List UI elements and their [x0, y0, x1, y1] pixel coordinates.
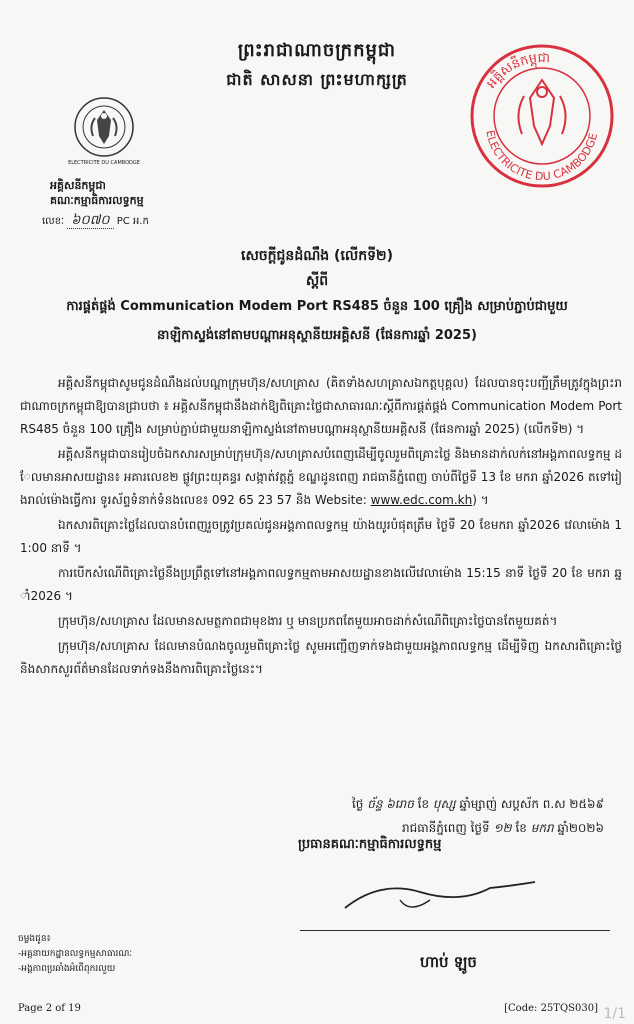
solar-year: ឆ្នាំ២០២៦ — [557, 821, 604, 835]
website-link[interactable]: www.edc.com.kh — [370, 493, 473, 507]
signatory-title: ប្រធានគណៈកម្មាធិការលទ្ធកម្ម — [298, 837, 442, 852]
cc-item-2: -អង្គភាពប្រឆាំងអំពើពុករលួយ — [18, 964, 116, 974]
cc-item-1: -អគ្គនាយកដ្ឋានលទ្ធកម្មសាធារណៈ — [18, 949, 133, 959]
kingdom-motto: ជាតិ សាសនា ព្រះមហាក្សត្រ — [226, 70, 408, 89]
notice-subject-line1: ការផ្គត់ផ្គង់ Communication Modem Port RS485 ចំនួន 100 គ្រឿង សម្រាប់ភ្ជាប់ជាមួយ — [66, 299, 568, 314]
solar-month-label: ខែ — [515, 821, 527, 835]
ref-suffix: PC អ.ក — [116, 216, 149, 227]
lunar-date — [352, 792, 604, 816]
notice-body — [20, 372, 622, 683]
svg-text:ELECTRICITE DU CAMBODGE — [483, 129, 600, 183]
solar-month: មករា — [530, 821, 554, 835]
lunar-month-label: ខែ — [417, 797, 430, 811]
document-code: [Code: 25TQS030] — [504, 1003, 598, 1014]
issuer-block — [50, 178, 144, 208]
viewer-page-counter: 1/1 — [603, 1006, 626, 1022]
page-indicator: Page 2 of 19 — [18, 1003, 81, 1014]
notice-subject-line2: នាឡិកាស្ទង់នៅតាមបណ្តាអនុស្ថានីយអគ្គិសនី (ផែនការឆ្នាំ 2025) — [157, 328, 477, 343]
stamp-text: ELECTRICITE DU CAMBODGE — [483, 129, 601, 184]
lunar-rest: ឆ្នាំម្សាញ់ សប្តស័ក ព.ស ២៥៦៩ — [459, 797, 604, 811]
signature-scribble — [340, 870, 540, 920]
kingdom-title: ព្រះរាជាណាចក្រកម្ពុជា — [237, 40, 397, 61]
notice-subject-label: ស្តីពី — [305, 273, 329, 289]
date-block — [352, 792, 604, 840]
copy-to-block — [18, 932, 132, 977]
edc-logo — [62, 96, 146, 166]
lunar-prefix: ថ្ងៃ — [351, 797, 364, 811]
ref-number: ៦០៧០ — [67, 213, 113, 229]
stamp-text-top: អគ្គិសនីកម្ពុជា — [484, 50, 551, 92]
cc-label: ចម្លងជូន៖ — [18, 934, 51, 944]
paragraph-5: ក្រុមហ៊ុន/សហគ្រាស ដែលមានសមត្ថភាពជាមុខងារ ឬ មានប្រភពតែមួយអាចដាក់សំណើពិគ្រោះថ្លៃបានតែមួយគត់។ — [58, 614, 558, 628]
issuer-name: អគ្គិសនីកម្ពុជា — [50, 179, 106, 192]
paragraph-3: ឯកសារពិគ្រោះថ្លៃដែលបានបំពេញរួចត្រូវប្រគល់ជូនអង្គភាពលទ្ធកម្ម យ៉ាងយូរបំផុតត្រឹម ថ្ងៃទី 20 ខែមករា ឆ្នាំ2026 វេលាម៉ោង 11:00 នាទី ។ — [20, 518, 622, 555]
paragraph-2-end: ) ។ — [472, 493, 489, 507]
paragraph-4: ការបើកសំណើពិគ្រោះថ្លៃនឹងប្រព្រឹត្តទៅនៅអង្គភាពលទ្ធកម្មតាមអាសយដ្ឋានខាងលើវេលាម៉ោង 15:15 នាទី ថ្ងៃទី 20 ខែ មករា ឆ្នាំ2026 ។ — [20, 566, 622, 603]
lunar-month-hand: បុស្ស — [432, 797, 456, 811]
signatory-name: ហាប់ ឡូច — [420, 953, 477, 971]
reference-number — [42, 212, 149, 231]
notice-title: សេចក្តីជូនដំណឹង (លើកទី២) — [241, 248, 393, 264]
issuer-committee: គណៈកម្មាធិការលទ្ធកម្ម — [50, 194, 144, 207]
ref-prefix: លេខៈ — [42, 216, 65, 227]
paragraph-1: អគ្គិសនីកម្ពុជាសូមជូនដំណឹងដល់បណ្តាក្រុមហ៊ុន/សហគ្រាស (គិតទាំងសហគ្រាសឯកត្តបុគ្គល) ដែលបានចុះបញ្ជីត្រឹមត្រូវក្នុងព្រះរាជាណាចក្រកម្ពុជាឱ្យបានជ្រាបថា ៖ អគ្គិសនីកម្ពុជានឹងដាក់ឱ្យពិគ្រោះថ្លៃជាសាធារណៈស្តីពីការផ្គត់ផ្គង់ Communication Modem Port RS485 ចំនួន 100 គ្រឿង សម្រាប់ភ្ជាប់ជាមួយនាឡិកាស្ទង់នៅតាមបណ្តាអនុស្ថានីយអគ្គិសនី (ផែនការឆ្នាំ 2025) (លើកទី២) ។ — [20, 376, 622, 436]
edc-emblem-icon — [73, 96, 135, 158]
paragraph-2 — [20, 443, 622, 512]
svg-text:អគ្គិសនីកម្ពុជា — [484, 51, 550, 91]
paragraph-6: ក្រុមហ៊ុន/សហគ្រាស ដែលមានបំណងចូលរួមពិគ្រោះថ្លៃ សូមអញ្ជើញទាក់ទងជាមួយអង្គភាពលទ្ធកម្ម ដើម្បីទិញ ឯកសារពិគ្រោះថ្លៃ និងសាកសួរព័ត៌មានដែលទាក់ទងនឹងការពិគ្រោះថ្លៃនេះ។ — [20, 639, 622, 676]
solar-day: ១២ — [493, 821, 512, 835]
lunar-day-hand: ច័ន្ទ ៦រោច — [367, 797, 414, 811]
solar-prefix: រាជធានីភ្នំពេញ ថ្ងៃទី — [402, 821, 490, 835]
signature-line — [300, 930, 610, 931]
logo-caption: ELECTRICITE DU CAMBODGE — [68, 160, 140, 166]
official-stamp — [466, 40, 618, 194]
paragraph-2-text: អគ្គិសនីកម្ពុជាបានរៀបចំឯកសារសម្រាប់ក្រុមហ៊ុន/សហគ្រាសបំពេញដើម្បីចូលរួមពិគ្រោះថ្លៃ និងមានដាក់លក់នៅអង្គភាពលទ្ធកម្ម ដែលមានអាសយដ្ឋាន៖ អគារលេខ២ ផ្លូវព្រះយុគន្ធរ សង្កាត់វត្តភ្នំ ខណ្ឌដូនពេញ រាជធានីភ្នំពេញ ចាប់ពីថ្ងៃទី 13 ខែ មករា ឆ្នាំ2026 តទៅរៀងរាល់ម៉ោងធ្វើការ ទូរស័ព្ទទំនាក់ទំនងលេខ៖ 092 65 23 57 និង Website: — [20, 447, 622, 507]
notice-heading — [0, 246, 634, 346]
